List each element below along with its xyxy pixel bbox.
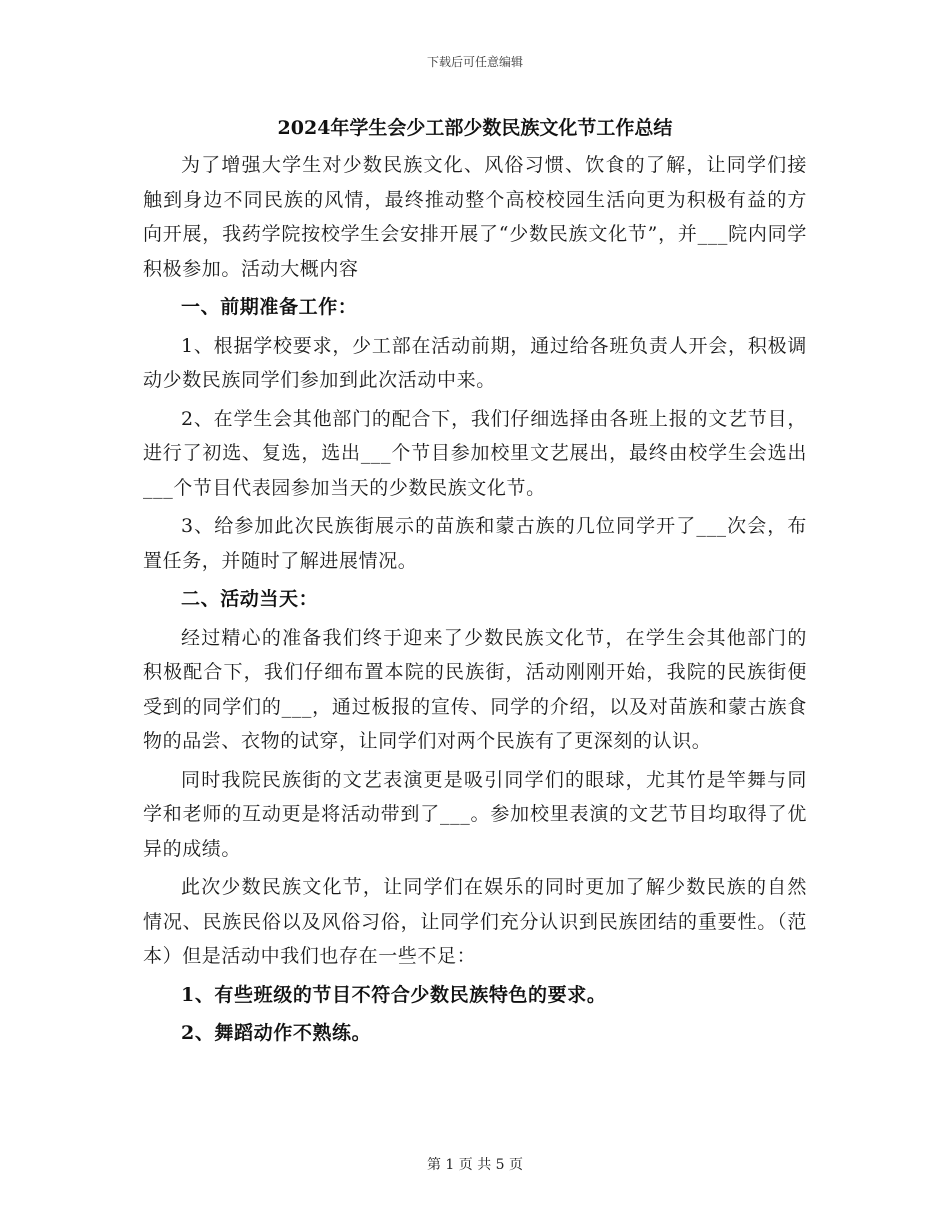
preparation-item-1: 1、根据学校要求，少工部在活动前期，通过给各班负责人开会，积极调动少数民族同学们参加到此次活动中来。 <box>143 334 807 391</box>
event-day-paragraph-1: 经过精心的准备我们终于迎来了少数民族文化节，在学生会其他部门的积极配合下，我们仔细布置本院的民族街，活动刚刚开始，我院的民族街便受到的同学们的___，通过板报的宣传、同学的介绍，以及对苗族和蒙古族食物的品尝、衣物的试穿，让同学们对两个民族有了更深刻的认识。 <box>143 626 807 752</box>
page-header-note: 下载后可任意编辑 <box>426 55 523 69</box>
document-body <box>143 148 807 1055</box>
shortcoming-item-2: 2、舞蹈动作不熟练。 <box>181 1022 372 1044</box>
preparation-item-2: 2、在学生会其他部门的配合下，我们仔细选择由各班上报的文艺节目，进行了初选、复选，选出___个节目参加校里文艺展出，最终由校学生会选出___个节目代表园参加当天的少数民族文化节。 <box>143 407 807 499</box>
summary-paragraph: 此次少数民族文化节，让同学们在娱乐的同时更加了解少数民族的自然情况、民族民俗以及风俗习俗，让同学们充分认识到民族团结的重要性。（范本）但是活动中我们也存在一些不足： <box>143 876 807 967</box>
shortcoming-item-1: 1、有些班级的节目不符合少数民族特色的要求。 <box>181 983 607 1006</box>
document-title: 2024年学生会少工部少数民族文化节工作总结 <box>277 117 673 139</box>
event-day-paragraph-2: 同时我院民族街的文艺表演更是吸引同学们的眼球，尤其竹是竿舞与同学和老师的互动更是将活动带到了___。参加校里表演的文艺节目均取得了优异的成绩。 <box>143 768 807 860</box>
intro-paragraph: 为了增强大学生对少数民族文化、风俗习惯、饮食的了解，让同学们接触到身边不同民族的风情，最终推动整个高校校园生活向更为积极有益的方向开展，我药学院按校学生会安排开展了“少数民族文化节”，并___院内同学积极参加。活动大概内容 <box>143 154 807 280</box>
section-heading-preparation: 一、前期准备工作： <box>181 296 358 318</box>
page-number-indicator: 第 1 页 共 5 页 <box>426 1157 524 1173</box>
preparation-item-3: 3、给参加此次民族街展示的苗族和蒙古族的几位同学开了___次会，布置任务，并随时了解进展情况。 <box>143 515 807 572</box>
section-heading-event-day: 二、活动当天： <box>181 588 319 610</box>
